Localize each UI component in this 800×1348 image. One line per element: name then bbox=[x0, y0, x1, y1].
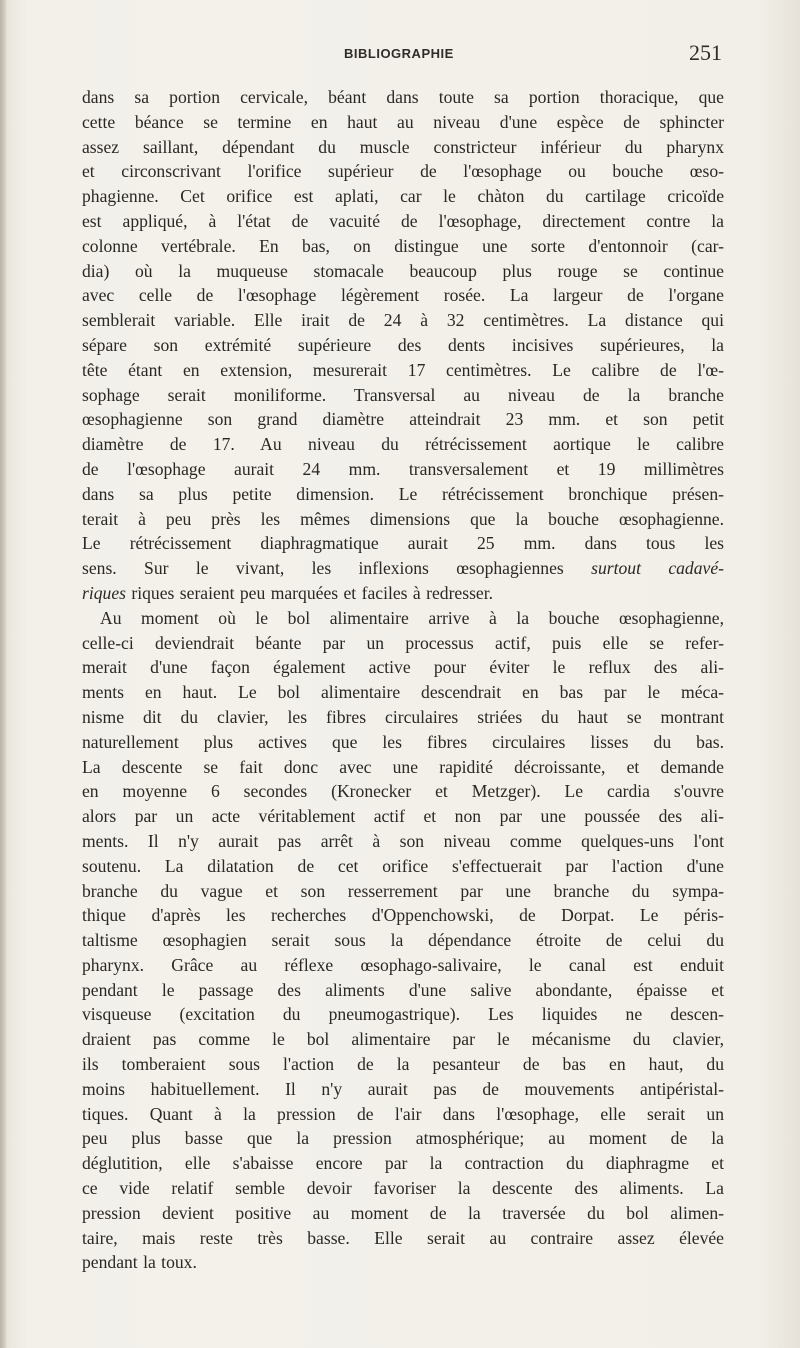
page-header bbox=[82, 40, 722, 70]
text-line: phagienne. Cet orifice est aplati, car le chàton du cartilage cricoïde bbox=[82, 186, 724, 207]
text-line: Le rétrécissement diaphragmatique aurait 25 mm. dans tous les bbox=[82, 533, 724, 554]
text-line: taltisme œsophagien serait sous la dépendance étroite de celui du bbox=[82, 930, 724, 951]
text-line: sépare son extrémité supérieure des dents incisives supérieures, la bbox=[82, 334, 724, 355]
text-line: semblerait variable. Elle irait de 24 à 32 centimètres. La distance qui bbox=[82, 310, 724, 331]
text-line: moins habituellement. Il n'y aurait pas de mouvements antipéristal- bbox=[82, 1078, 724, 1099]
text-line-with-italic bbox=[82, 556, 724, 581]
text-line: visqueuse (excitation du pneumogastrique). Les liquides ne descen- bbox=[82, 1004, 724, 1025]
text-line: dans sa portion cervicale, béant dans toute sa portion thoracique, que bbox=[82, 87, 724, 107]
paragraph-start-line: Au moment où le bol alimentaire arrive à la bouche œsophagienne, bbox=[100, 607, 724, 628]
text-line: draient pas comme le bol alimentaire par le mécanisme du clavier, bbox=[82, 1029, 724, 1050]
text-line: et circonscrivant l'orifice supérieur de l'œsophage ou bouche œso- bbox=[82, 161, 724, 182]
text-line: en moyenne 6 secondes (Kronecker et Metzger). Le cardia s'ouvre bbox=[82, 781, 724, 802]
text-line: pendant le passage des aliments d'une salive abondante, épaisse et bbox=[82, 979, 724, 1000]
text-line: diamètre de 17. Au niveau du rétrécissement aortique le calibre bbox=[82, 434, 724, 455]
text-line: sophage serait moniliforme. Transversal au niveau de la branche bbox=[82, 384, 724, 405]
text-line: branche du vague et son resserrement par une branche du sympa- bbox=[82, 880, 724, 901]
text-line: celle-ci deviendrait béante par un processus actif, puis elle se refer- bbox=[82, 632, 724, 653]
italic-phrase: riques bbox=[82, 582, 126, 603]
text-line-with-italic bbox=[82, 581, 724, 606]
text-line: ments. Il n'y aurait pas arrêt à son niveau comme quelques-uns l'ont bbox=[82, 830, 724, 851]
text-line: terait à peu près les mêmes dimensions que la bouche œsophagienne. bbox=[82, 508, 724, 529]
text-line: ils tomberaient sous l'action de la pesanteur de bas en haut, du bbox=[82, 1054, 724, 1075]
text-line: tiques. Quant à la pression de l'air dans l'œsophage, elle serait un bbox=[82, 1103, 724, 1124]
text-line-head: sens. Sur le vivant, les inflexions œsophagiennes bbox=[82, 558, 564, 579]
running-title: BIBLIOGRAPHIE bbox=[344, 46, 454, 61]
text-line: colonne vertébrale. En bas, on distingue une sorte d'entonnoir (car- bbox=[82, 235, 724, 256]
text-line: œsophagienne son grand diamètre atteindrait 23 mm. et son petit bbox=[82, 409, 724, 430]
page-number: 251 bbox=[689, 40, 722, 65]
text-line: dia) où la muqueuse stomacale beaucoup plus rouge se continue bbox=[82, 260, 724, 281]
text-line: pendant la toux. bbox=[82, 1252, 197, 1273]
italic-phrase: surtout cadavé- bbox=[591, 558, 724, 579]
page-binding-edge bbox=[0, 0, 6, 1348]
text-line: naturellement plus actives que les fibres circulaires lisses du bas. bbox=[82, 731, 724, 752]
text-line: dans sa plus petite dimension. Le rétrécissement bronchique présen- bbox=[82, 483, 724, 504]
text-line: tête étant en extension, mesurerait 17 centimètres. Le calibre de l'œ- bbox=[82, 359, 724, 380]
text-line: est appliqué, à l'état de vacuité de l'œsophage, directement contre la bbox=[82, 210, 724, 231]
text-line: peu plus basse que la pression atmosphérique; au moment de la bbox=[82, 1128, 724, 1149]
text-line: La descente se fait donc avec une rapidité décroissante, et demande bbox=[82, 756, 724, 777]
text-line: alors par un acte véritablement actif et non par une poussée des ali- bbox=[82, 806, 724, 827]
text-line: taire, mais reste très basse. Elle serait au contraire assez élevée bbox=[82, 1227, 724, 1248]
text-line: ce vide relatif semble devoir favoriser la descente des aliments. La bbox=[82, 1178, 724, 1199]
text-line: merait d'une façon également active pour éviter le reflux des ali- bbox=[82, 657, 724, 678]
text-line: soutenu. La dilatation de cet orifice s'effectuerait par l'action d'une bbox=[82, 855, 724, 876]
text-line: thique d'après les recherches d'Oppenchowski, de Dorpat. Le péris- bbox=[82, 905, 724, 926]
text-line: nisme dit du clavier, les fibres circulaires striées du haut se montrant bbox=[82, 706, 724, 727]
text-line: déglutition, elle s'abaisse encore par la contraction du diaphragme et bbox=[82, 1153, 724, 1174]
text-line: pression devient positive au moment de la traversée du bol alimen- bbox=[82, 1202, 724, 1223]
text-line-tail: riques seraient peu marquées et faciles à redresser. bbox=[131, 582, 494, 603]
text-line: pharynx. Grâce au réflexe œsophago-salivaire, le canal est enduit bbox=[82, 954, 724, 975]
text-line: cette béance se termine en haut au niveau d'une espèce de sphincter bbox=[82, 111, 724, 132]
text-line: assez saillant, dépendant du muscle constricteur inférieur du pharynx bbox=[82, 136, 724, 157]
text-line: ments en haut. Le bol alimentaire descendrait en bas par le méca- bbox=[82, 682, 724, 703]
text-line: de l'œsophage aurait 24 mm. transversalement et 19 millimètres bbox=[82, 458, 724, 479]
body-text bbox=[82, 85, 724, 1275]
text-line: avec celle de l'œsophage légèrement rosée. La largeur de l'organe bbox=[82, 285, 724, 306]
